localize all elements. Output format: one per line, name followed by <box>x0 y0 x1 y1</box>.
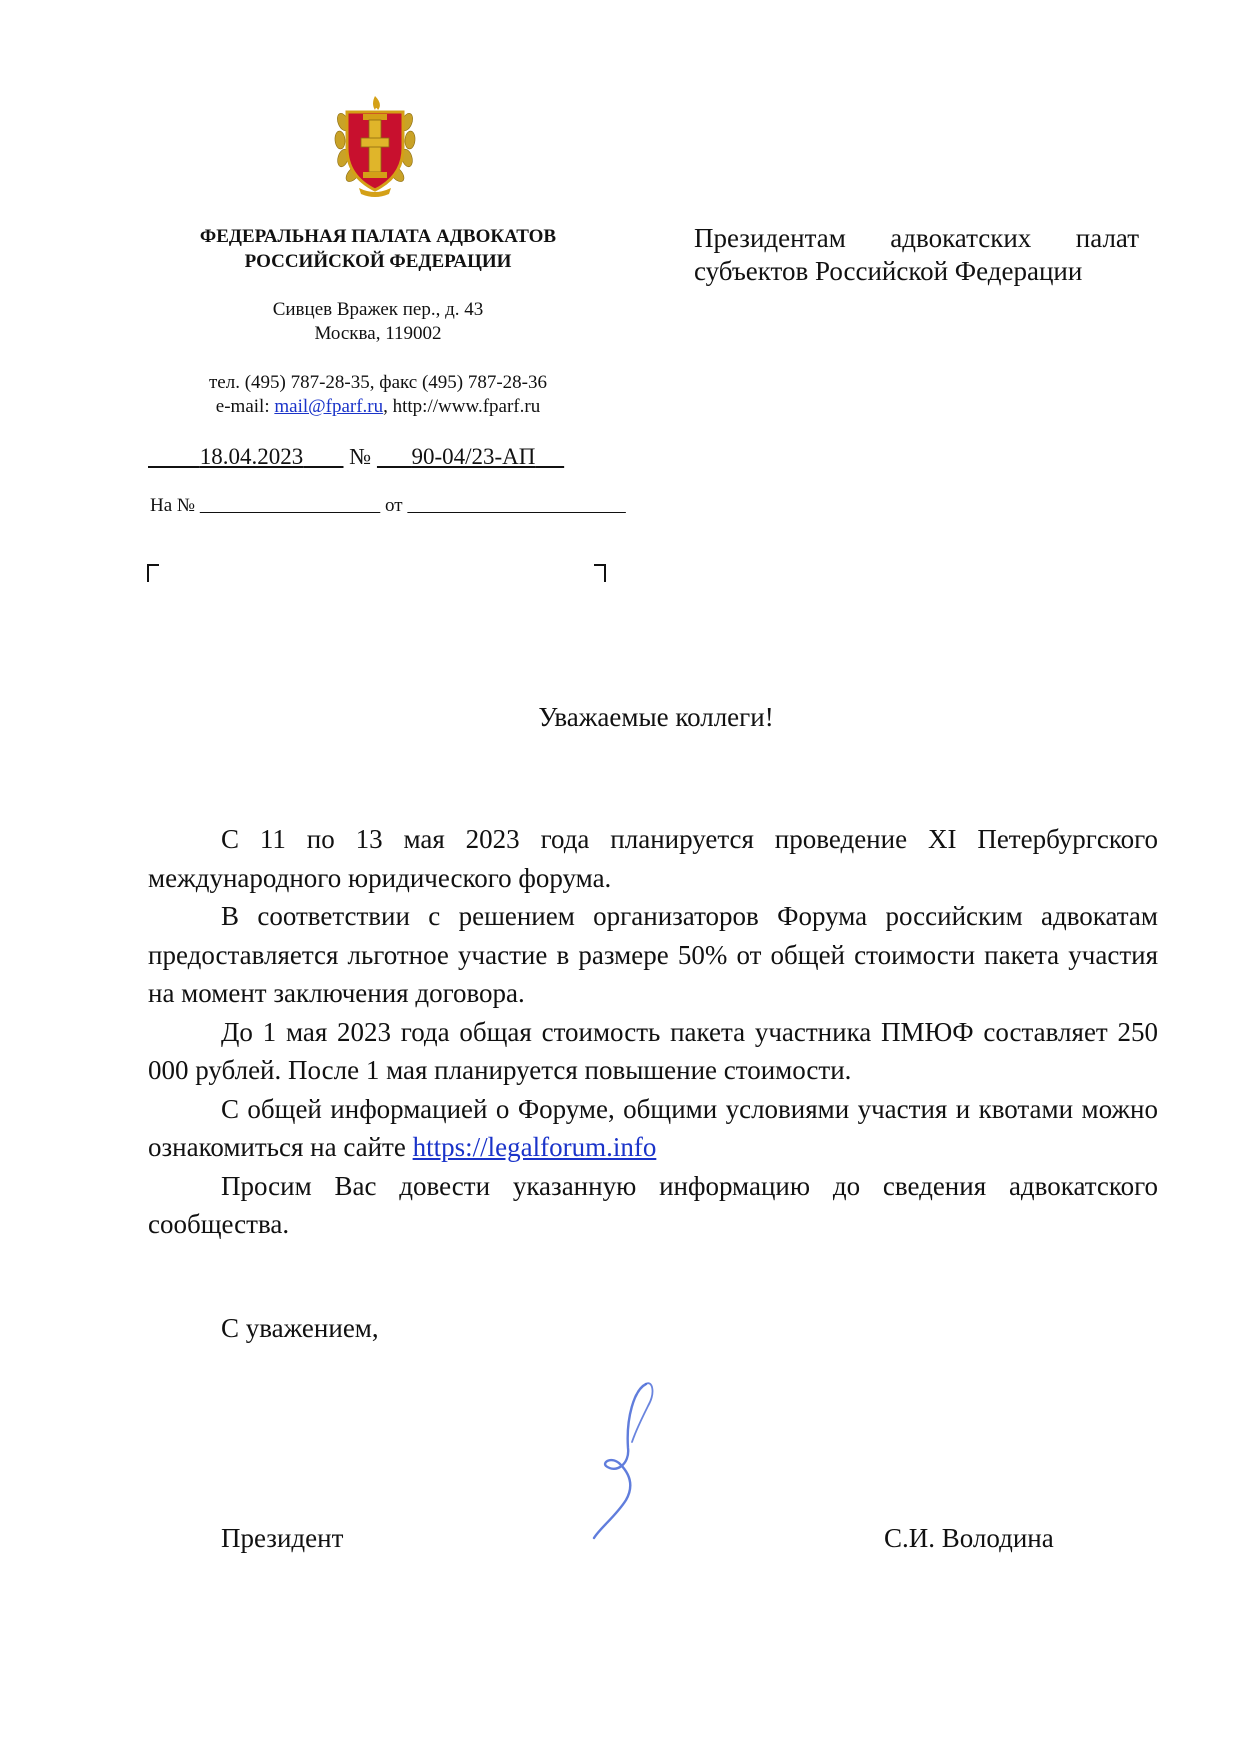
registration-number-field <box>377 444 564 469</box>
website-text: , http://www.fparf.ru <box>383 396 541 417</box>
addressee-line2: субъектов Российской Федерации <box>694 256 1083 286</box>
email-link[interactable]: mail@fparf.ru <box>274 396 384 417</box>
registration-date: 18.04.2023 <box>199 444 304 469</box>
addressee-line1: Президентам адвокатских палат <box>694 223 1139 253</box>
registration-date-field <box>148 444 344 469</box>
reply-number-blank <box>200 495 381 516</box>
registration-number-sign: № <box>349 444 372 469</box>
closing-phrase: С уважением, <box>221 1313 379 1343</box>
reply-date-blank <box>407 495 626 516</box>
addressee-corner-right <box>594 564 606 582</box>
email-label: e-mail: <box>215 396 275 417</box>
organization-name <box>148 224 608 274</box>
org-name-line2: РОССИЙСКОЙ ФЕДЕРАЦИИ <box>244 251 512 272</box>
reply-from-label: от <box>385 495 403 516</box>
letter-body <box>148 820 1158 1244</box>
handwritten-signature <box>586 1378 666 1543</box>
forum-website-link[interactable]: https://legalforum.info <box>412 1132 657 1162</box>
paragraph-4 <box>148 1090 1158 1167</box>
paragraph-5: Просим Вас довести указанную информацию до сведения адвокатского сообщества. <box>148 1170 1158 1239</box>
org-name-line1: ФЕДЕРАЛЬНАЯ ПАЛАТА АДВОКАТОВ <box>199 226 557 247</box>
reply-reference <box>150 494 626 518</box>
salutation: Уважаемые коллеги! <box>538 702 774 732</box>
addressee-corner-left <box>147 564 159 582</box>
org-contacts <box>148 371 608 419</box>
address-line2: Москва, 119002 <box>314 323 442 344</box>
signatory-position: Президент <box>221 1523 344 1553</box>
email-line <box>148 395 608 419</box>
registration-line <box>148 443 608 471</box>
fpa-emblem-icon <box>333 92 417 198</box>
addressee-block <box>694 222 1139 288</box>
paragraph-2: В соответствии с решением организаторов Форума российским адвокатам предоставляется льготное участие в размере 50% от общей стоимости пакета участия на момент заключения договора. <box>148 901 1158 1008</box>
org-address <box>148 298 608 346</box>
signatory-name: С.И. Володина <box>884 1523 1054 1553</box>
paragraph-4-text: С общей информацией о Форуме, общими условиями участия и квотами можно ознакомиться на сайте <box>148 1093 1158 1162</box>
paragraph-3: До 1 мая 2023 года общая стоимость пакета участника ПМЮФ составляет 250 000 рублей. После 1 мая планируется повышение стоимости. <box>148 1016 1158 1085</box>
phone-line: тел. (495) 787-28-35, факс (495) 787-28-36 <box>208 372 548 393</box>
paragraph-1: С 11 по 13 мая 2023 года планируется проведение XI Петербургского международного юридического форума. <box>148 824 1158 893</box>
registration-number: 90-04/23-АП <box>411 444 536 469</box>
address-line1: Сивцев Вражек пер., д. 43 <box>272 299 484 320</box>
reply-number-label: На № <box>150 495 196 516</box>
